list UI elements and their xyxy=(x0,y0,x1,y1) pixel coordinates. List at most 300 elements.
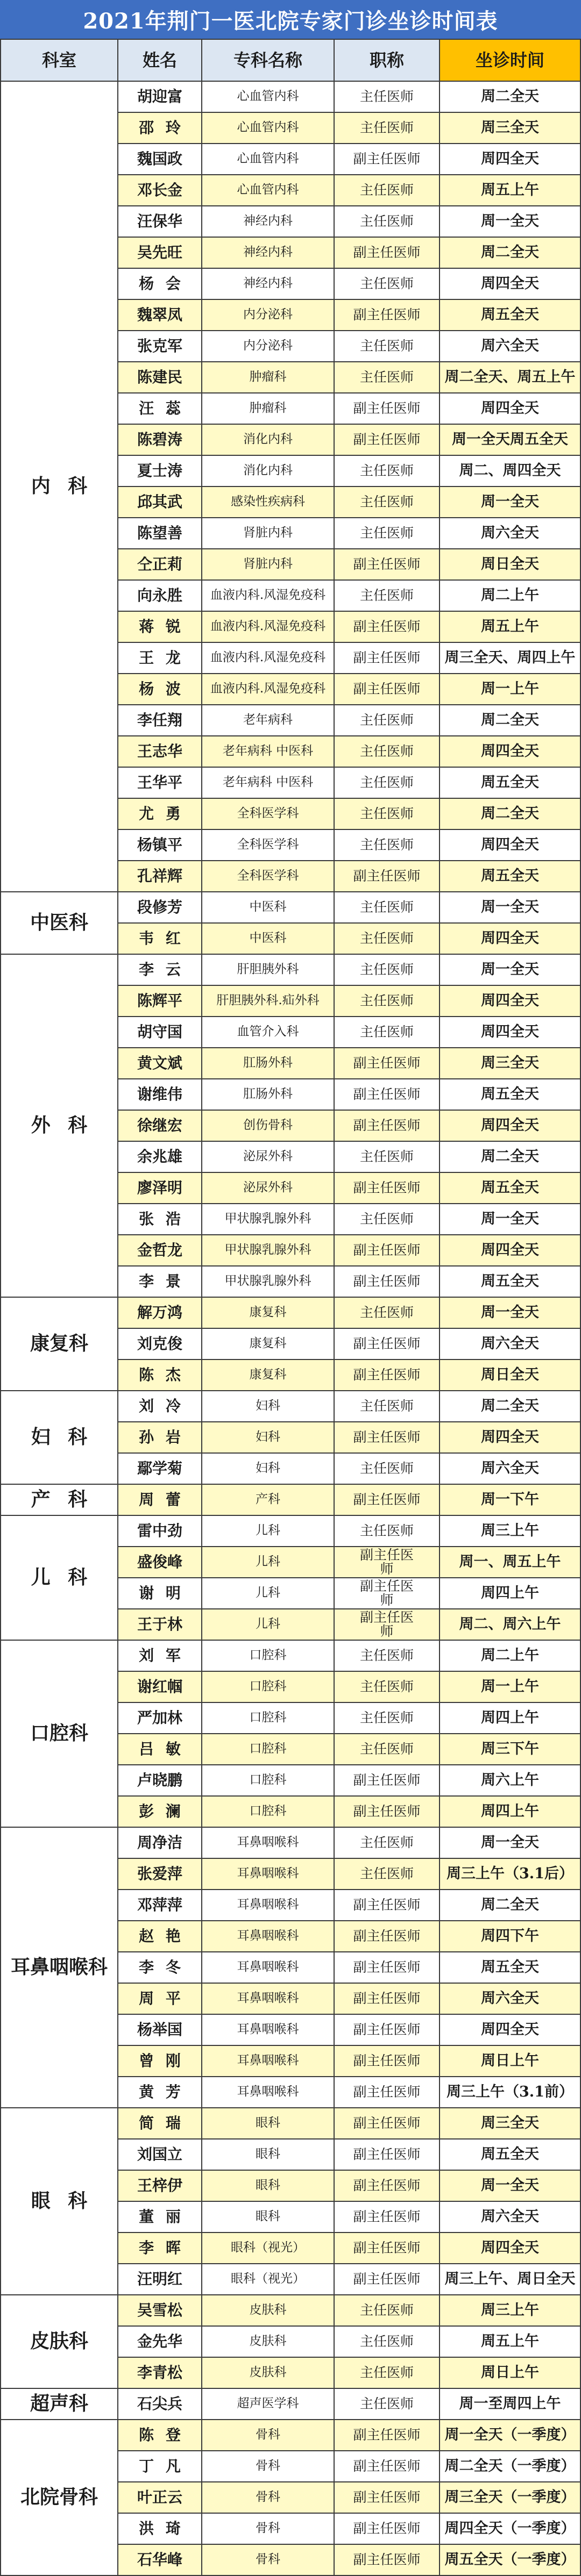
clinic-schedule-cell xyxy=(440,2233,580,2263)
specialty-name: 皮肤科 xyxy=(249,2303,287,2317)
clinic-schedule: 周二、周四全天 xyxy=(459,462,561,479)
clinic-schedule: 周五全天 xyxy=(481,1085,539,1103)
professional-title-cell xyxy=(335,269,439,299)
doctor-name-cell xyxy=(118,1111,201,1141)
professional-title: 副主任医师 xyxy=(353,1429,421,1445)
specialty-name-cell xyxy=(202,581,334,611)
specialty-name-cell xyxy=(202,1266,334,1297)
doctor-name-cell xyxy=(118,113,201,143)
doctor-name-cell xyxy=(118,362,201,392)
department-name: 内 科 xyxy=(31,475,88,498)
clinic-schedule: 周四下午 xyxy=(481,1927,539,1944)
doctor-name-cell xyxy=(118,2358,201,2388)
professional-title: 副主任医师 xyxy=(353,2552,421,2567)
professional-title: 副主任医师 xyxy=(359,1609,414,1639)
doctor-name: 陈望善 xyxy=(137,524,182,542)
specialty-name-cell xyxy=(202,1859,334,1889)
clinic-schedule: 周一上午 xyxy=(481,680,539,697)
doctor-name: 刘国立 xyxy=(137,2145,182,2164)
clinic-schedule: 周一全天 xyxy=(481,212,539,230)
professional-title-cell xyxy=(335,705,439,735)
specialty-name: 耳鼻咽喉科 xyxy=(237,1991,299,2006)
professional-title: 主任医师 xyxy=(359,120,414,135)
specialty-name-cell xyxy=(202,1360,334,1390)
doctor-name-cell xyxy=(118,2295,201,2325)
specialty-name-cell xyxy=(202,674,334,704)
clinic-schedule-cell xyxy=(440,331,580,361)
clinic-schedule: 周五全天（一季度） xyxy=(444,2551,576,2568)
specialty-name-cell xyxy=(202,2420,334,2450)
clinic-schedule-cell xyxy=(440,1422,580,1452)
professional-title: 主任医师 xyxy=(359,2302,414,2318)
professional-title-cell xyxy=(335,2295,439,2325)
specialty-name-cell xyxy=(202,2202,334,2232)
specialty-name: 耳鼻咽喉科 xyxy=(237,1835,299,1850)
specialty-name: 口腔科 xyxy=(249,1648,287,1663)
clinic-schedule: 周四全天 xyxy=(481,2021,539,2038)
page-title xyxy=(0,0,581,39)
doctor-name: 石华峰 xyxy=(137,2551,182,2569)
doctor-name-cell xyxy=(118,1298,201,1328)
doctor-name: 邓长金 xyxy=(137,181,182,199)
professional-title-cell xyxy=(335,175,439,205)
clinic-schedule-cell xyxy=(440,1984,580,2014)
department-cell xyxy=(1,1485,117,1515)
professional-title-cell xyxy=(335,1984,439,2014)
clinic-schedule-cell xyxy=(440,2295,580,2325)
doctor-name-cell xyxy=(118,2015,201,2045)
professional-title-cell xyxy=(335,1485,439,1515)
doctor-name: 陈 登 xyxy=(139,2426,181,2444)
department-name: 儿 科 xyxy=(31,1566,88,1589)
clinic-schedule-cell xyxy=(440,1765,580,1795)
professional-title: 主任医师 xyxy=(359,1648,414,1663)
professional-title: 副主任医师 xyxy=(353,245,421,260)
clinic-schedule: 周二全天 xyxy=(481,711,539,728)
professional-title: 主任医师 xyxy=(359,743,414,759)
professional-title: 副主任医师 xyxy=(353,1897,421,1913)
doctor-name-cell xyxy=(118,1454,201,1484)
doctor-name-cell xyxy=(118,144,201,174)
specialty-name: 老年病科 中医科 xyxy=(222,775,314,790)
doctor-name-cell xyxy=(118,82,201,112)
specialty-name-cell xyxy=(202,456,334,486)
clinic-schedule-cell xyxy=(440,955,580,985)
doctor-name: 张 浩 xyxy=(139,1210,181,1228)
doctor-name: 张克军 xyxy=(137,337,182,355)
clinic-schedule-cell xyxy=(440,643,580,673)
clinic-schedule: 周六上午 xyxy=(481,1771,539,1788)
professional-title-cell xyxy=(335,892,439,922)
doctor-name-cell xyxy=(118,892,201,922)
clinic-schedule: 周二全天 xyxy=(481,1896,539,1913)
doctor-name-cell xyxy=(118,1952,201,1983)
specialty-name-cell xyxy=(202,861,334,891)
specialty-name: 口腔科 xyxy=(249,1804,287,1819)
professional-title-cell xyxy=(335,1235,439,1265)
specialty-name: 骨科 xyxy=(256,2428,280,2442)
specialty-name-cell xyxy=(202,1921,334,1951)
clinic-schedule-cell xyxy=(440,2545,580,2575)
clinic-schedule-cell xyxy=(440,892,580,922)
clinic-schedule-cell xyxy=(440,1609,580,1640)
clinic-schedule-cell xyxy=(440,1890,580,1920)
specialty-name: 血液内科.风湿免疫科 xyxy=(210,588,326,603)
doctor-name-cell xyxy=(118,2327,201,2357)
clinic-schedule-cell xyxy=(440,2108,580,2138)
professional-title: 主任医师 xyxy=(359,837,414,853)
clinic-schedule-cell xyxy=(440,674,580,704)
doctor-name: 李青松 xyxy=(137,2364,182,2382)
professional-title-cell xyxy=(335,2108,439,2138)
doctor-name-cell xyxy=(118,1485,201,1515)
doctor-name: 徐继宏 xyxy=(137,1117,182,1135)
doctor-name: 廖泽明 xyxy=(137,1179,182,1197)
specialty-name-cell xyxy=(202,1298,334,1328)
doctor-name: 周 蕾 xyxy=(139,1491,181,1509)
doctor-name: 简 瑞 xyxy=(139,2114,181,2133)
clinic-schedule: 周二上午 xyxy=(481,586,539,604)
specialty-name-cell xyxy=(202,1703,334,1733)
specialty-name-cell xyxy=(202,2077,334,2107)
clinic-schedule: 周五全天 xyxy=(481,774,539,791)
specialty-name-cell xyxy=(202,2108,334,2138)
professional-title-cell xyxy=(335,1360,439,1390)
specialty-name: 神经内科 xyxy=(243,245,293,260)
clinic-schedule: 周四全天 xyxy=(481,929,539,947)
professional-title-cell xyxy=(335,238,439,268)
doctor-name-cell xyxy=(118,1797,201,1827)
clinic-schedule: 周一全天 xyxy=(481,1210,539,1227)
professional-title-cell xyxy=(335,1578,439,1608)
clinic-schedule-cell xyxy=(440,2514,580,2544)
specialty-name-cell xyxy=(202,1516,334,1546)
doctor-name-cell xyxy=(118,2171,201,2201)
doctor-name: 魏国政 xyxy=(137,150,182,168)
doctor-name-cell xyxy=(118,1391,201,1421)
professional-title: 副主任医师 xyxy=(353,1118,421,1133)
professional-title-cell xyxy=(335,2545,439,2575)
specialty-name-cell xyxy=(202,1890,334,1920)
doctor-name-cell xyxy=(118,1079,201,1110)
professional-title: 副主任医师 xyxy=(353,1180,421,1196)
clinic-schedule: 周六全天 xyxy=(481,1335,539,1352)
doctor-name-cell xyxy=(118,2514,201,2544)
professional-title: 副主任医师 xyxy=(353,650,421,666)
professional-title-cell xyxy=(335,736,439,767)
doctor-name: 杨 会 xyxy=(139,275,181,293)
specialty-name: 儿科 xyxy=(256,1523,280,1538)
professional-title: 主任医师 xyxy=(359,962,414,977)
professional-title: 主任医师 xyxy=(359,525,414,541)
specialty-name: 全科医学科 xyxy=(237,869,299,883)
specialty-name: 甲状腺乳腺外科 xyxy=(224,1212,311,1226)
professional-title-cell xyxy=(335,799,439,829)
specialty-name: 肝胆胰外科 xyxy=(237,962,299,977)
specialty-name-cell xyxy=(202,2482,334,2513)
professional-title: 主任医师 xyxy=(359,1679,414,1694)
specialty-name-cell xyxy=(202,175,334,205)
professional-title: 副主任医师 xyxy=(353,2240,421,2256)
doctor-name-cell xyxy=(118,1859,201,1889)
specialty-name-cell xyxy=(202,1017,334,1047)
specialty-name: 消化内科 xyxy=(243,463,293,478)
specialty-name: 泌尿外科 xyxy=(243,1180,293,1195)
professional-title: 主任医师 xyxy=(359,89,414,104)
doctor-name: 盛俊峰 xyxy=(137,1553,182,1571)
department-name: 妇 科 xyxy=(31,1426,88,1449)
clinic-schedule-cell xyxy=(440,1266,580,1297)
clinic-schedule: 周三全天、周四上午 xyxy=(444,649,576,666)
professional-title: 副主任医师 xyxy=(353,2209,421,2224)
clinic-schedule-cell xyxy=(440,175,580,205)
doctor-name: 吴先旺 xyxy=(137,244,182,262)
doctor-name-cell xyxy=(118,425,201,455)
doctor-name-cell xyxy=(118,986,201,1016)
doctor-name: 胡迎富 xyxy=(137,88,182,106)
professional-title-cell xyxy=(335,643,439,673)
clinic-schedule-cell xyxy=(440,393,580,424)
professional-title-cell xyxy=(335,206,439,237)
clinic-schedule: 周二全天 xyxy=(481,88,539,105)
professional-title: 副主任医师 xyxy=(353,1242,421,1258)
specialty-name-cell xyxy=(202,830,334,860)
professional-title-cell xyxy=(335,518,439,548)
professional-title-cell xyxy=(335,2451,439,2481)
specialty-name: 感染性疾病科 xyxy=(231,495,305,509)
doctor-name-cell xyxy=(118,1048,201,1078)
clinic-schedule: 周六全天 xyxy=(481,524,539,541)
clinic-schedule: 周六全天 xyxy=(481,337,539,354)
clinic-schedule-cell xyxy=(440,1797,580,1827)
professional-title-cell xyxy=(335,1266,439,1297)
specialty-name: 内分泌科 xyxy=(243,307,293,322)
doctor-name: 汪保华 xyxy=(137,212,182,231)
doctor-name: 李 云 xyxy=(139,961,181,979)
specialty-name-cell xyxy=(202,2233,334,2263)
specialty-name-cell xyxy=(202,1391,334,1421)
professional-title: 主任医师 xyxy=(359,2334,414,2349)
professional-title-cell xyxy=(335,2015,439,2045)
doctor-name-cell xyxy=(118,736,201,767)
clinic-schedule-cell xyxy=(440,1547,580,1577)
professional-title-cell xyxy=(335,362,439,392)
clinic-schedule: 周三上午（3.1后） xyxy=(447,1865,573,1882)
clinic-schedule: 周一全天 xyxy=(481,2177,539,2194)
specialty-name-cell xyxy=(202,2358,334,2388)
header-schedule xyxy=(440,40,580,81)
doctor-name: 李 冬 xyxy=(139,1958,181,1977)
clinic-schedule: 周五上午 xyxy=(481,2332,539,2350)
doctor-name: 洪 琦 xyxy=(139,2520,181,2538)
professional-title: 主任医师 xyxy=(359,1710,414,1726)
professional-title: 主任医师 xyxy=(359,494,414,510)
doctor-name-cell xyxy=(118,2389,201,2419)
clinic-schedule-cell xyxy=(440,1298,580,1328)
specialty-name: 心血管内科 xyxy=(237,152,299,166)
professional-title: 副主任医师 xyxy=(353,2178,421,2193)
professional-title-cell xyxy=(335,612,439,642)
doctor-name-cell xyxy=(118,1734,201,1764)
specialty-name: 内分泌科 xyxy=(243,339,293,353)
professional-title: 副主任医师 xyxy=(353,400,421,416)
specialty-name: 康复科 xyxy=(249,1368,287,1382)
doctor-name-cell xyxy=(118,1422,201,1452)
clinic-schedule-cell xyxy=(440,2264,580,2294)
professional-title: 副主任医师 xyxy=(353,307,421,323)
clinic-schedule-cell xyxy=(440,1204,580,1234)
professional-title-cell xyxy=(335,1142,439,1172)
doctor-name-cell xyxy=(118,1578,201,1608)
specialty-name-cell xyxy=(202,1173,334,1203)
clinic-schedule-cell xyxy=(440,1672,580,1702)
specialty-name: 血液内科.风湿免疫科 xyxy=(210,682,326,696)
specialty-name: 皮肤科 xyxy=(249,2334,287,2349)
clinic-schedule: 周四全天 xyxy=(481,2239,539,2256)
specialty-name: 神经内科 xyxy=(243,276,293,291)
doctor-name-cell xyxy=(118,955,201,985)
professional-title: 主任医师 xyxy=(359,1398,414,1414)
professional-title-cell xyxy=(335,2420,439,2450)
professional-title: 副主任医师 xyxy=(353,2427,421,2443)
professional-title-cell xyxy=(335,2233,439,2263)
clinic-schedule-cell xyxy=(440,362,580,392)
clinic-schedule-cell xyxy=(440,986,580,1016)
clinic-schedule: 周日全天 xyxy=(481,555,539,573)
specialty-name: 妇科 xyxy=(256,1461,280,1476)
specialty-name-cell xyxy=(202,1672,334,1702)
specialty-name: 口腔科 xyxy=(249,1742,287,1756)
doctor-name-cell xyxy=(118,456,201,486)
professional-title-cell xyxy=(335,1952,439,1983)
department-name: 眼 科 xyxy=(31,2189,88,2213)
clinic-schedule: 周四全天 xyxy=(481,992,539,1009)
professional-title: 副主任医师 xyxy=(353,1991,421,2006)
clinic-schedule-cell xyxy=(440,1641,580,1671)
header-specialty-label: 专科名称 xyxy=(233,49,302,70)
doctor-name-cell xyxy=(118,2139,201,2170)
specialty-name-cell xyxy=(202,2451,334,2481)
doctor-name: 邱其武 xyxy=(137,493,182,511)
clinic-schedule: 周五上午 xyxy=(481,181,539,198)
professional-title: 副主任医师 xyxy=(353,2458,421,2474)
clinic-schedule: 周四全天 xyxy=(481,1241,539,1258)
department-cell xyxy=(1,82,117,891)
doctor-name-cell xyxy=(118,393,201,424)
specialty-name: 儿科 xyxy=(256,1555,280,1569)
professional-title-cell xyxy=(335,1859,439,1889)
clinic-schedule-cell xyxy=(440,1578,580,1608)
doctor-name-cell xyxy=(118,2108,201,2138)
specialty-name: 骨科 xyxy=(256,2552,280,2567)
clinic-schedule-cell xyxy=(440,1734,580,1764)
doctor-name: 余兆雄 xyxy=(137,1148,182,1166)
clinic-schedule: 周五全天 xyxy=(481,2145,539,2163)
doctor-name: 邵 玲 xyxy=(139,119,181,137)
specialty-name: 耳鼻咽喉科 xyxy=(237,1960,299,1974)
clinic-schedule: 周四全天 xyxy=(481,1117,539,1134)
specialty-name: 中医科 xyxy=(249,931,287,946)
specialty-name: 甲状腺乳腺外科 xyxy=(224,1274,311,1289)
clinic-schedule-cell xyxy=(440,768,580,798)
doctor-name: 李 晖 xyxy=(139,2239,181,2257)
specialty-name: 超声医学科 xyxy=(237,2396,299,2411)
professional-title-cell xyxy=(335,1298,439,1328)
specialty-name-cell xyxy=(202,1329,334,1359)
professional-title: 主任医师 xyxy=(359,712,414,728)
specialty-name: 儿科 xyxy=(256,1617,280,1632)
professional-title-cell xyxy=(335,487,439,517)
department-name: 口腔科 xyxy=(30,1722,88,1745)
header-department xyxy=(1,40,117,81)
doctor-name-cell xyxy=(118,269,201,299)
specialty-name: 肛肠外科 xyxy=(243,1056,293,1070)
department-name: 产 科 xyxy=(31,1488,88,1511)
clinic-schedule-cell xyxy=(440,1329,580,1359)
clinic-schedule-cell xyxy=(440,1485,580,1515)
professional-title: 副主任医师 xyxy=(353,2115,421,2131)
doctor-name: 杨镇平 xyxy=(137,836,182,854)
specialty-name: 眼科 xyxy=(256,2209,280,2224)
doctor-name-cell xyxy=(118,1828,201,1858)
doctor-name-cell xyxy=(118,1547,201,1577)
specialty-name: 骨科 xyxy=(256,2459,280,2473)
doctor-name-cell xyxy=(118,612,201,642)
professional-title: 副主任医师 xyxy=(353,1928,421,1944)
clinic-schedule-cell xyxy=(440,1360,580,1390)
specialty-name-cell xyxy=(202,393,334,424)
clinic-schedule-cell xyxy=(440,830,580,860)
specialty-name: 眼科 xyxy=(256,2178,280,2193)
doctor-name: 胡守国 xyxy=(137,1023,182,1041)
doctor-name: 孙 岩 xyxy=(139,1428,181,1447)
header-rank-label: 职称 xyxy=(369,49,404,70)
professional-title-cell xyxy=(335,955,439,985)
specialty-name: 妇科 xyxy=(256,1430,280,1444)
professional-title: 主任医师 xyxy=(359,182,414,198)
department-cell xyxy=(1,1828,117,2107)
doctor-name: 刘 军 xyxy=(139,1647,181,1665)
specialty-name: 骨科 xyxy=(256,2521,280,2536)
professional-title: 副主任医师 xyxy=(353,619,421,634)
specialty-name: 消化内科 xyxy=(243,432,293,447)
professional-title: 副主任医师 xyxy=(353,1086,421,1102)
specialty-name: 心血管内科 xyxy=(237,120,299,135)
specialty-name: 心血管内科 xyxy=(237,183,299,197)
professional-title-cell xyxy=(335,113,439,143)
professional-title-cell xyxy=(335,1641,439,1671)
doctor-name: 谢 明 xyxy=(139,1584,181,1602)
professional-title: 副主任医师 xyxy=(353,1336,421,1351)
doctor-name: 金先华 xyxy=(137,2332,182,2351)
professional-title-cell xyxy=(335,674,439,704)
specialty-name-cell xyxy=(202,643,334,673)
doctor-name-cell xyxy=(118,300,201,330)
department-name: 外 科 xyxy=(31,1114,88,1137)
doctor-name-cell xyxy=(118,799,201,829)
professional-title: 副主任医师 xyxy=(359,1578,414,1608)
professional-title: 主任医师 xyxy=(359,1523,414,1539)
department-name: 耳鼻咽喉科 xyxy=(10,1956,108,1979)
clinic-schedule-cell xyxy=(440,2077,580,2107)
doctor-name: 汪 蕊 xyxy=(139,399,181,418)
doctor-name: 魏翠凤 xyxy=(137,306,182,324)
department-name: 中医科 xyxy=(30,911,88,934)
doctor-name-cell xyxy=(118,674,201,704)
clinic-schedule: 周一下午 xyxy=(481,1491,539,1508)
specialty-name: 耳鼻咽喉科 xyxy=(237,2053,299,2068)
clinic-schedule: 周四全天 xyxy=(481,275,539,292)
